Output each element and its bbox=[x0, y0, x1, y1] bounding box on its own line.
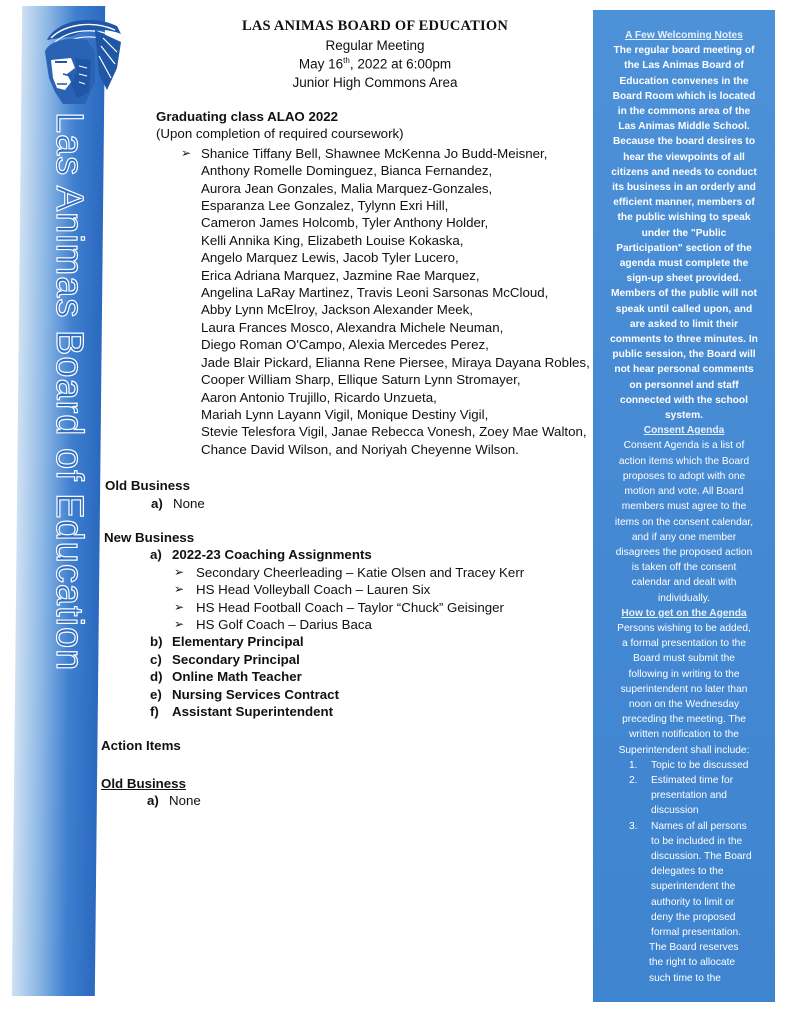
graduate-line: Stevie Telesfora Vigil, Janae Rebecca Vonesh, Zoey Mae Walton, bbox=[201, 424, 587, 440]
welcome-text: The regular board meeting of the Las Animas Board of Education convenes in the Board Room which is located in the commons area of the Las Animas Middle School. Because the board desires to hear the viewpoints of all citizens and needs to conduct its business in an orderly and efficient manner, members of the public wishing to speak under the "Public Participation" section of the agenda must complete the sign-up sheet provided. Members of the public will not speak until called upon, and are asked to limit their comments to three minutes. In public session, the Board will not hear personal comments on personnel and staff connected with the school system. bbox=[610, 45, 758, 422]
info-sidebar bbox=[593, 10, 775, 1002]
old-business-item: a) None bbox=[151, 495, 205, 511]
consent-heading: Consent Agenda bbox=[643, 425, 725, 437]
graduate-line: Shanice Tiffany Bell, Shawnee McKenna Jo Budd-Meisner, bbox=[201, 145, 548, 161]
list-item: 3. Names of all persons to be included in the discussion. The Board delegates to the superintendent the authority to limit or deny the proposed formal presentation. bbox=[629, 820, 752, 938]
list-item: 1. Topic to be discussed bbox=[629, 759, 749, 771]
old-business-title: Old Business bbox=[105, 478, 190, 494]
new-business-item: d) Online Math Teacher bbox=[150, 669, 302, 685]
graduate-line: Chance David Wilson, and Noriyah Cheyenne Wilson. bbox=[201, 441, 519, 457]
arrow-bullet-icon: ➢ bbox=[181, 145, 192, 160]
sidebar-tail-text: The Board reserves the right to allocate such time to the bbox=[649, 942, 739, 984]
graduate-names bbox=[181, 145, 590, 458]
graduate-line: Anthony Romelle Dominguez, Bianca Fernandez, bbox=[201, 163, 493, 179]
graduate-line: Cameron James Holcomb, Tyler Anthony Holder, bbox=[201, 215, 489, 231]
old-business-title-2: Old Business bbox=[101, 775, 186, 791]
coaching-item: ➢ HS Head Volleyball Coach – Lauren Six bbox=[174, 582, 431, 598]
arrow-bullet-icon: ➢ bbox=[174, 599, 185, 614]
agenda-body bbox=[100, 108, 590, 810]
graduate-line: Angelo Marquez Lewis, Jacob Tyler Lucero, bbox=[201, 250, 459, 266]
vertical-board-title: Las Animas Board of Education bbox=[48, 112, 90, 672]
new-business-item: f) Assistant Superintendent bbox=[150, 704, 334, 719]
arrow-bullet-icon: ➢ bbox=[174, 582, 185, 597]
organization-title: LAS ANIMAS BOARD OF EDUCATION bbox=[241, 18, 509, 34]
arrow-bullet-icon: ➢ bbox=[174, 616, 185, 631]
coaching-list bbox=[174, 564, 580, 634]
graduate-line: Kelli Annika King, Elizabeth Louise Kokaska, bbox=[201, 232, 464, 248]
graduate-line: Mariah Lynn Layann Vigil, Monique Destiny Vigil, bbox=[201, 406, 489, 422]
list-item: 2. Estimated time for presentation and discussion bbox=[629, 774, 734, 817]
graduating-title: Graduating class ALAO 2022 bbox=[156, 109, 339, 124]
meeting-type: Regular Meeting bbox=[325, 38, 425, 53]
graduating-note: (Upon completion of required coursework) bbox=[156, 126, 404, 142]
coaching-item: ➢ Secondary Cheerleading – Katie Olsen and Tracey Kerr bbox=[174, 564, 525, 580]
graduate-line: Aaron Antonio Trujillo, Ricardo Unzueta, bbox=[201, 389, 437, 405]
graduate-line: Diego Roman O'Campo, Alexia Mercedes Perez, bbox=[201, 337, 489, 353]
graduate-line: Erica Adriana Marquez, Jazmine Rae Marquez, bbox=[201, 267, 480, 283]
graduate-line: Abby Lynn McElroy, Jackson Alexander Meek, bbox=[201, 302, 473, 318]
old-business-item-2: a) None bbox=[147, 793, 201, 809]
meeting-location: Junior High Commons Area bbox=[292, 74, 458, 90]
graduate-line: Cooper William Sharp, Ellique Saturn Lynn Stromayer, bbox=[201, 372, 521, 388]
consent-text: Consent Agenda is a list of action items which the Board proposes to adopt with one motion and vote. All Board members must agree to the items on the consent calendar, and if any one member disagrees the proposed action is taken off the consent calendar and dealt with individually. bbox=[614, 440, 754, 604]
submission-requirements-list bbox=[603, 758, 765, 940]
graduating-section bbox=[156, 108, 590, 458]
graduate-line: Laura Frances Mosco, Alexandra Michele Neuman, bbox=[201, 319, 504, 335]
meeting-date: May 16th, 2022 at 6:00pm bbox=[298, 56, 452, 72]
graduate-line: Aurora Jean Gonzales, Malia Marquez-Gonzales, bbox=[201, 180, 493, 196]
spartan-logo-icon bbox=[37, 12, 123, 112]
graduate-line: Jade Blair Pickard, Elianna Rene Piersee, Miraya Dayana Robles, bbox=[201, 354, 590, 370]
new-business-item: c) Secondary Principal bbox=[150, 651, 300, 667]
graduate-line: Esparanza Lee Gonzalez, Tylynn Exri Hill, bbox=[201, 198, 449, 214]
coaching-item: ➢ HS Golf Coach – Darius Baca bbox=[174, 616, 372, 632]
new-business-title: New Business bbox=[104, 529, 195, 545]
new-business-section bbox=[104, 529, 580, 720]
new-business-item: a) 2022-23 Coaching Assignments bbox=[150, 547, 372, 563]
graduate-line: Angelina LaRay Martinez, Travis Leoni Sarsonas McCloud, bbox=[201, 285, 549, 301]
agenda-text: Persons wishing to be added, a formal presentation to the Board must submit the following in writing to the superintendent no later than noon on the Wednesday preceding the meeting. The written notification to the Superintendent shall include: bbox=[617, 622, 751, 756]
arrow-bullet-icon: ➢ bbox=[174, 564, 185, 579]
agenda-heading: How to get on the Agenda bbox=[621, 607, 747, 619]
welcome-heading: A Few Welcoming Notes bbox=[625, 30, 743, 41]
new-business-item: e) Nursing Services Contract bbox=[150, 686, 340, 702]
old-business-section bbox=[105, 477, 580, 512]
action-items-title: Action Items bbox=[101, 738, 181, 754]
old-business-section-2 bbox=[101, 775, 580, 810]
new-business-item: b) Elementary Principal bbox=[150, 634, 304, 650]
agenda-header bbox=[160, 18, 590, 90]
coaching-item: ➢ HS Head Football Coach – Taylor “Chuck” Geisinger bbox=[174, 599, 504, 615]
